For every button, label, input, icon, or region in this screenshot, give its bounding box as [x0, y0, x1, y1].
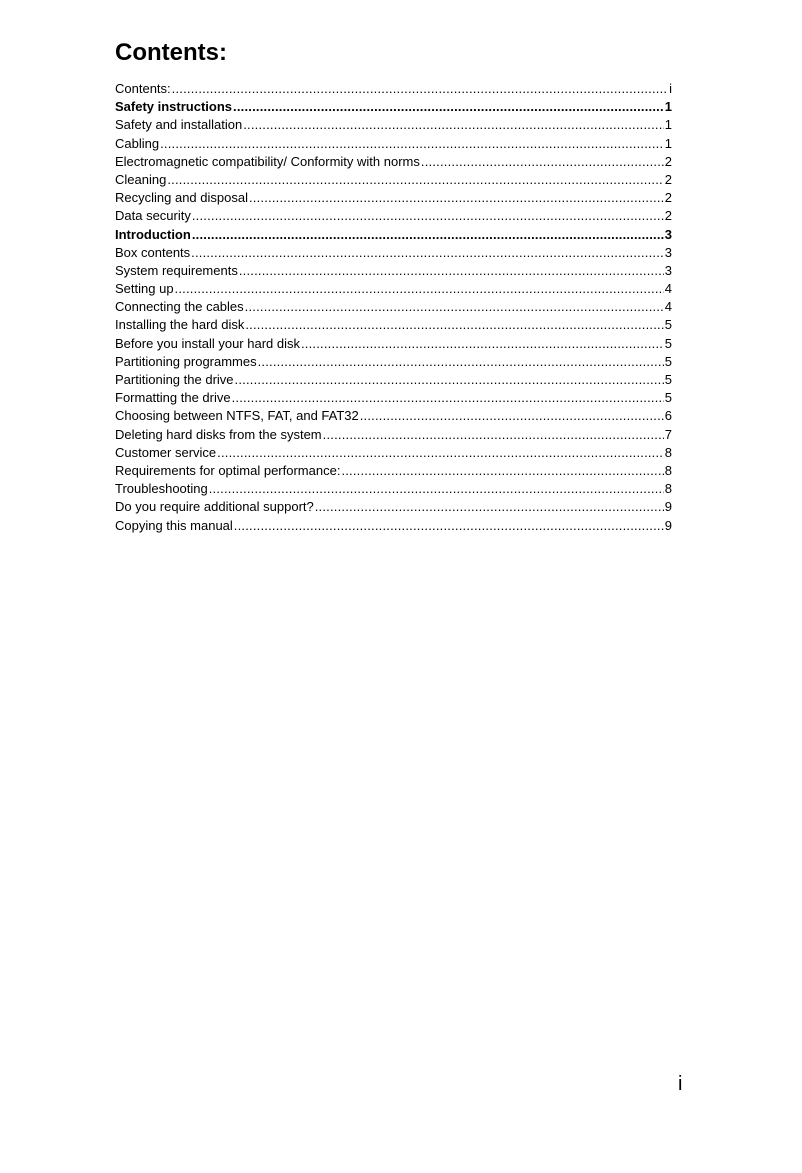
dot-leader	[243, 116, 664, 134]
toc-entry-label: Partitioning programmes	[115, 353, 257, 369]
toc-entry-label: Safety and installation	[115, 117, 243, 133]
toc-entry[interactable]	[115, 135, 672, 153]
toc-entry[interactable]	[115, 480, 672, 498]
toc-entry-label: Do you require additional support?	[115, 499, 314, 515]
dot-leader	[323, 426, 664, 444]
dot-leader	[239, 262, 664, 280]
dot-leader	[234, 517, 664, 535]
dot-leader	[249, 189, 664, 207]
toc-entry-label: Partitioning the drive	[115, 372, 234, 387]
toc-entry-page: 9	[664, 499, 672, 515]
toc-entry[interactable]	[115, 371, 672, 389]
dot-leader	[341, 462, 663, 480]
toc-entry[interactable]	[115, 153, 672, 171]
toc-entry-label: Introduction	[115, 226, 191, 242]
toc-entry-page: 7	[664, 426, 672, 442]
toc-entry-label: Electromagnetic compatibility/ Conformity with norms	[115, 153, 420, 169]
toc-entry-page: i	[669, 81, 672, 96]
toc-entry-label: Deleting hard disks from the system	[115, 426, 322, 442]
toc-entry-label: Cleaning	[115, 171, 167, 187]
toc-entry[interactable]	[115, 407, 672, 425]
toc-entry[interactable]	[115, 171, 672, 189]
dot-leader	[245, 298, 664, 316]
toc-entry[interactable]	[115, 244, 672, 262]
toc-entry-label: Copying this manual	[115, 517, 233, 533]
toc-entry-page: 4	[664, 299, 672, 315]
toc-entry[interactable]	[115, 298, 672, 316]
dot-leader	[245, 316, 663, 334]
toc-entry-page: 5	[664, 317, 672, 333]
dot-leader	[360, 407, 664, 425]
toc-entry[interactable]	[115, 226, 672, 244]
toc-entry-label: Data security	[115, 208, 191, 224]
toc-entry[interactable]	[115, 98, 672, 116]
toc-entry[interactable]	[115, 444, 672, 462]
dot-leader	[233, 98, 664, 116]
toc-entry-label: Formatting the drive	[115, 390, 231, 406]
toc-entry-page: 5	[664, 390, 672, 406]
dot-leader	[191, 244, 664, 262]
toc-entry-label: Choosing between NTFS, FAT, and FAT32	[115, 408, 359, 424]
toc-entry-label: Cabling	[115, 135, 160, 151]
dot-leader	[421, 153, 664, 171]
dot-leader	[175, 280, 664, 298]
toc-entry-page: 6	[664, 408, 672, 424]
toc-entry-label: Recycling and disposal	[115, 190, 248, 206]
toc-entry-label: Box contents	[115, 244, 191, 260]
toc-entry-page: 3	[664, 262, 672, 278]
table-of-contents	[115, 80, 672, 535]
toc-entry-page: 3	[664, 244, 672, 260]
page-title: Contents:	[115, 39, 227, 66]
page-number: i	[678, 1073, 683, 1095]
toc-entry-label: Connecting the cables	[115, 299, 244, 315]
toc-entry[interactable]	[115, 498, 672, 516]
toc-entry-page: 1	[664, 135, 672, 151]
toc-entry[interactable]	[115, 280, 672, 298]
toc-entry-page: 4	[664, 281, 672, 297]
toc-entry-page: 2	[664, 190, 672, 206]
dot-leader	[167, 171, 663, 189]
toc-entry-page: 2	[664, 171, 672, 187]
toc-entry-page: 3	[664, 226, 672, 242]
toc-entry[interactable]	[115, 335, 672, 353]
dot-leader	[217, 444, 664, 462]
toc-entry-label: Safety instructions	[115, 99, 233, 115]
toc-entry[interactable]	[115, 426, 672, 444]
toc-entry-page: 5	[664, 372, 672, 387]
toc-entry[interactable]	[115, 389, 672, 407]
dot-leader	[315, 498, 664, 516]
toc-entry[interactable]	[115, 353, 672, 371]
toc-entry-page: 1	[664, 99, 672, 115]
toc-entry-label: Troubleshooting	[115, 481, 208, 497]
toc-entry-label: System requirements	[115, 262, 238, 278]
dot-leader	[301, 335, 664, 353]
dot-leader	[209, 480, 664, 498]
toc-entry-page: 8	[664, 462, 672, 478]
toc-entry-page: 5	[664, 353, 672, 369]
toc-entry-page: 5	[664, 335, 672, 351]
toc-entry-label: Setting up	[115, 281, 174, 297]
dot-leader	[172, 80, 668, 98]
toc-entry-label: Before you install your hard disk	[115, 335, 300, 351]
toc-entry-page: 8	[664, 444, 672, 460]
toc-entry-label: Requirements for optimal performance:	[115, 462, 341, 478]
dot-leader	[160, 135, 664, 153]
toc-entry-page: 2	[664, 153, 672, 169]
dot-leader	[192, 226, 664, 244]
toc-entry[interactable]	[115, 517, 672, 535]
toc-entry-label: Contents:	[115, 81, 171, 96]
toc-entry[interactable]	[115, 189, 672, 207]
toc-entry-label: Customer service	[115, 444, 217, 460]
toc-entry[interactable]	[115, 116, 672, 134]
toc-entry-page: 2	[664, 208, 672, 224]
toc-entry[interactable]	[115, 316, 672, 334]
toc-entry-page: 9	[664, 517, 672, 533]
toc-entry-page: 8	[664, 481, 672, 497]
toc-entry[interactable]	[115, 462, 672, 480]
toc-entry-page: 1	[664, 117, 672, 133]
toc-entry[interactable]	[115, 262, 672, 280]
toc-entry[interactable]	[115, 80, 672, 98]
dot-leader	[192, 207, 664, 225]
dot-leader	[235, 371, 664, 389]
dot-leader	[232, 389, 664, 407]
toc-entry-label: Installing the hard disk	[115, 317, 245, 333]
dot-leader	[258, 353, 664, 371]
toc-entry[interactable]	[115, 207, 672, 225]
